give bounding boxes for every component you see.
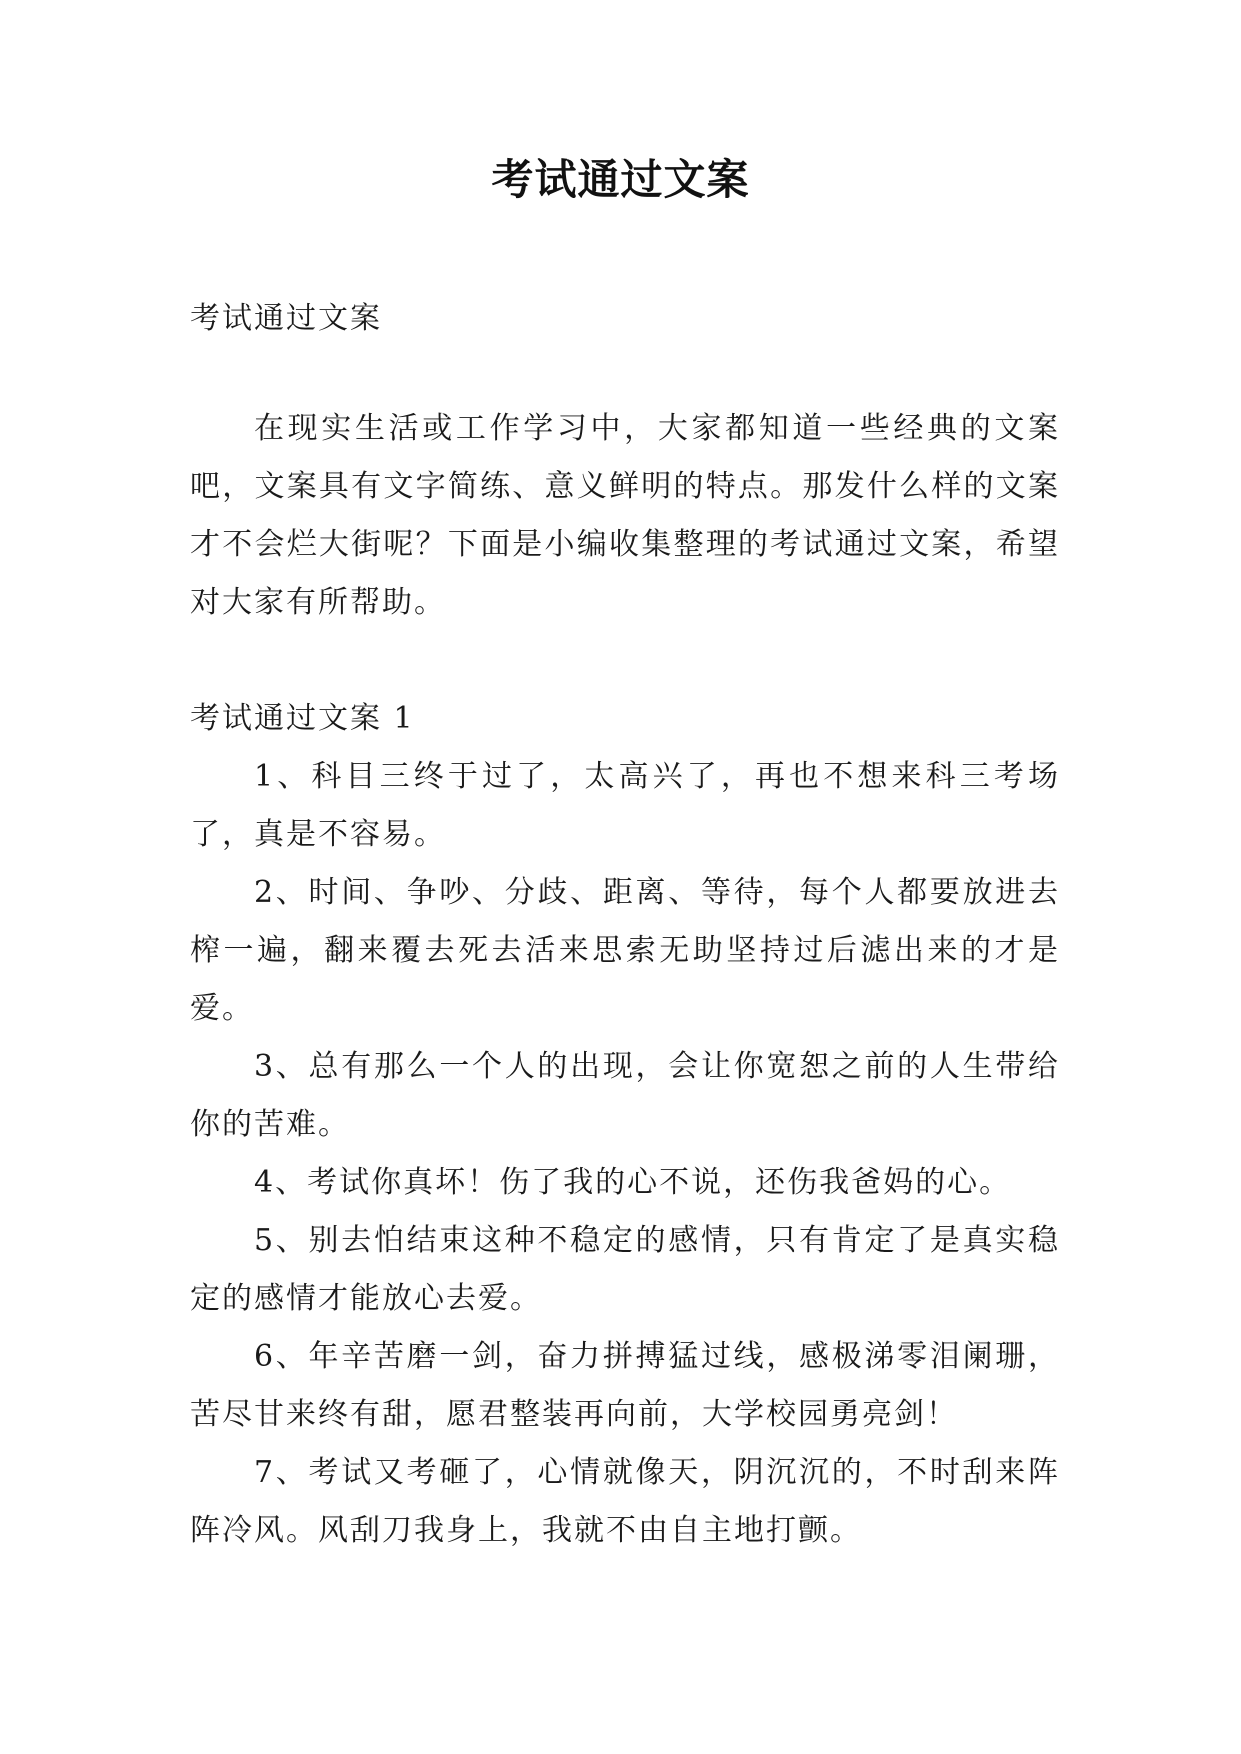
list-item: 1、科目三终于过了，太高兴了，再也不想来科三考场了，真是不容易。	[190, 759, 1060, 852]
list-item: 2、时间、争吵、分歧、距离、等待，每个人都要放进去榨一遍，翻来覆去死去活来思索无助坚持过后滤出来的才是爱。	[190, 875, 1060, 1026]
list-item: 7、考试又考砸了，心情就像天，阴沉沉的，不时刮来阵阵冷风。风刮刀我身上，我就不由自主地打颤。	[190, 1455, 1060, 1548]
intro-paragraph: 在现实生活或工作学习中，大家都知道一些经典的文案吧，文案具有文字简练、意义鲜明的特点。那发什么样的文案才不会烂大街呢？下面是小编收集整理的考试通过文案，希望对大家有所帮助。	[190, 411, 1060, 620]
section-heading: 考试通过文案 1	[190, 701, 415, 736]
document-body	[190, 290, 1060, 1560]
list-item: 4、考试你真坏！伤了我的心不说，还伤我爸妈的心。	[254, 1165, 1012, 1200]
document-subtitle: 考试通过文案	[190, 301, 382, 336]
list-item: 5、别去怕结束这种不稳定的感情，只有肯定了是真实稳定的感情才能放心去爱。	[190, 1223, 1060, 1316]
page-title: 考试通过文案	[491, 155, 750, 204]
list-item: 3、总有那么一个人的出现，会让你宽恕之前的人生带给你的苦难。	[190, 1049, 1060, 1142]
list-item: 6、年辛苦磨一剑，奋力拼搏猛过线，感极涕零泪阑珊，苦尽甘来终有甜，愿君整装再向前，大学校园勇亮剑！	[190, 1339, 1060, 1432]
